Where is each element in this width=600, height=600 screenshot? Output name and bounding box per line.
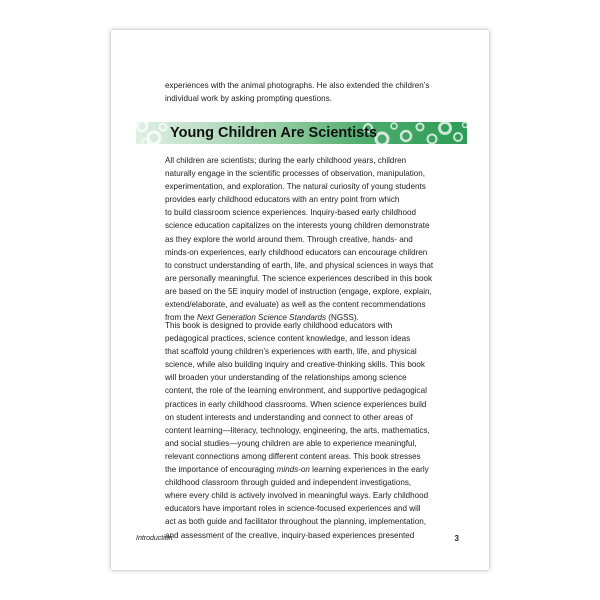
- section-title: Young Children Are Scientists: [170, 125, 378, 141]
- text-line: as they explore the world around them. Through creative, hands- and: [165, 234, 413, 244]
- standards-title: Next Generation Science Standards: [196, 313, 327, 323]
- intro-paragraph: [165, 79, 429, 105]
- paragraph-1: [165, 154, 433, 324]
- text-line: where every child is actively involved in meaningful ways. Early childhood: [165, 491, 429, 501]
- text-line: pedagogical practices, science content knowledge, and lesson ideas: [165, 334, 411, 344]
- text-segment: from the: [165, 313, 197, 323]
- text-line: content, the role of the learning environment, and supportive pedagogical: [165, 386, 427, 396]
- text-line: to construct understanding of earth, life, and physical sciences in ways that: [165, 260, 434, 270]
- book-page: [111, 30, 489, 570]
- text-line: and assessment of the creative, inquiry-based experiences presented: [165, 530, 415, 540]
- text-line: and social studies—young children are able to experience meaningful,: [165, 438, 417, 448]
- text-line: naturally engage in the scientific processes of observation, manipulation,: [165, 169, 426, 179]
- text-segment: the importance of encouraging: [165, 465, 277, 475]
- text-line: extend/elaborate, and evaluate) as well as the content recommendations: [165, 300, 426, 310]
- section-heading-banner: [136, 122, 467, 144]
- text-line: experimentation, and exploration. The natural curiosity of young students: [165, 182, 426, 192]
- text-line: minds-on experiences, early childhood educators can encourage children: [165, 247, 428, 257]
- text-line: that scaffold young children’s experiences with earth, life, and physical: [165, 347, 417, 357]
- text-line: science education capitalizes on the interests young children demonstrate: [165, 221, 430, 231]
- text-line: will broaden your understanding of the relationships among science: [165, 373, 407, 383]
- text-line: childhood classroom through guided and independent investigations,: [165, 478, 412, 488]
- running-footer-label: Introduction: [136, 535, 173, 542]
- text-line: All children are scientists; during the early childhood years, children: [165, 156, 407, 165]
- text-line: science, while also building inquiry and creative-thinking skills. This book: [165, 360, 425, 370]
- text-line: relevant connections among different content areas. This book stresses: [165, 451, 421, 461]
- text-line: This book is designed to provide early childhood educators with: [165, 321, 393, 330]
- text-line: experiences with the animal photographs. He also extended the children’s: [165, 81, 430, 90]
- emphasis-text: minds-on: [276, 465, 310, 475]
- text-line: are personally meaningful. The science experiences described in this book: [165, 273, 433, 283]
- text-line: are based on the 5E inquiry model of instruction (engage, explore, explain,: [165, 286, 432, 296]
- paragraph-2: [165, 319, 430, 542]
- text-line: educators have important roles in science-focused experiences and will: [165, 504, 421, 514]
- text-line: provides early childhood educators with an entry point from which: [165, 195, 400, 205]
- text-line: act as both guide and facilitator throughout the planning, implementation,: [165, 517, 426, 527]
- text-segment: (NGSS).: [326, 313, 359, 323]
- text-line: practices in early childhood classrooms. When science experiences build: [165, 399, 427, 409]
- text-line: individual work by asking prompting questions.: [165, 94, 332, 104]
- text-line: [165, 463, 430, 476]
- text-line: content learning—literacy, technology, engineering, the arts, mathematics,: [165, 425, 430, 435]
- text-segment: learning experiences in the early: [309, 465, 429, 475]
- text-line: to build classroom science experiences. Inquiry-based early childhood: [165, 208, 417, 218]
- text-line: on student interests and understanding and connect to other areas of: [165, 412, 413, 422]
- page-number: 3: [454, 534, 459, 543]
